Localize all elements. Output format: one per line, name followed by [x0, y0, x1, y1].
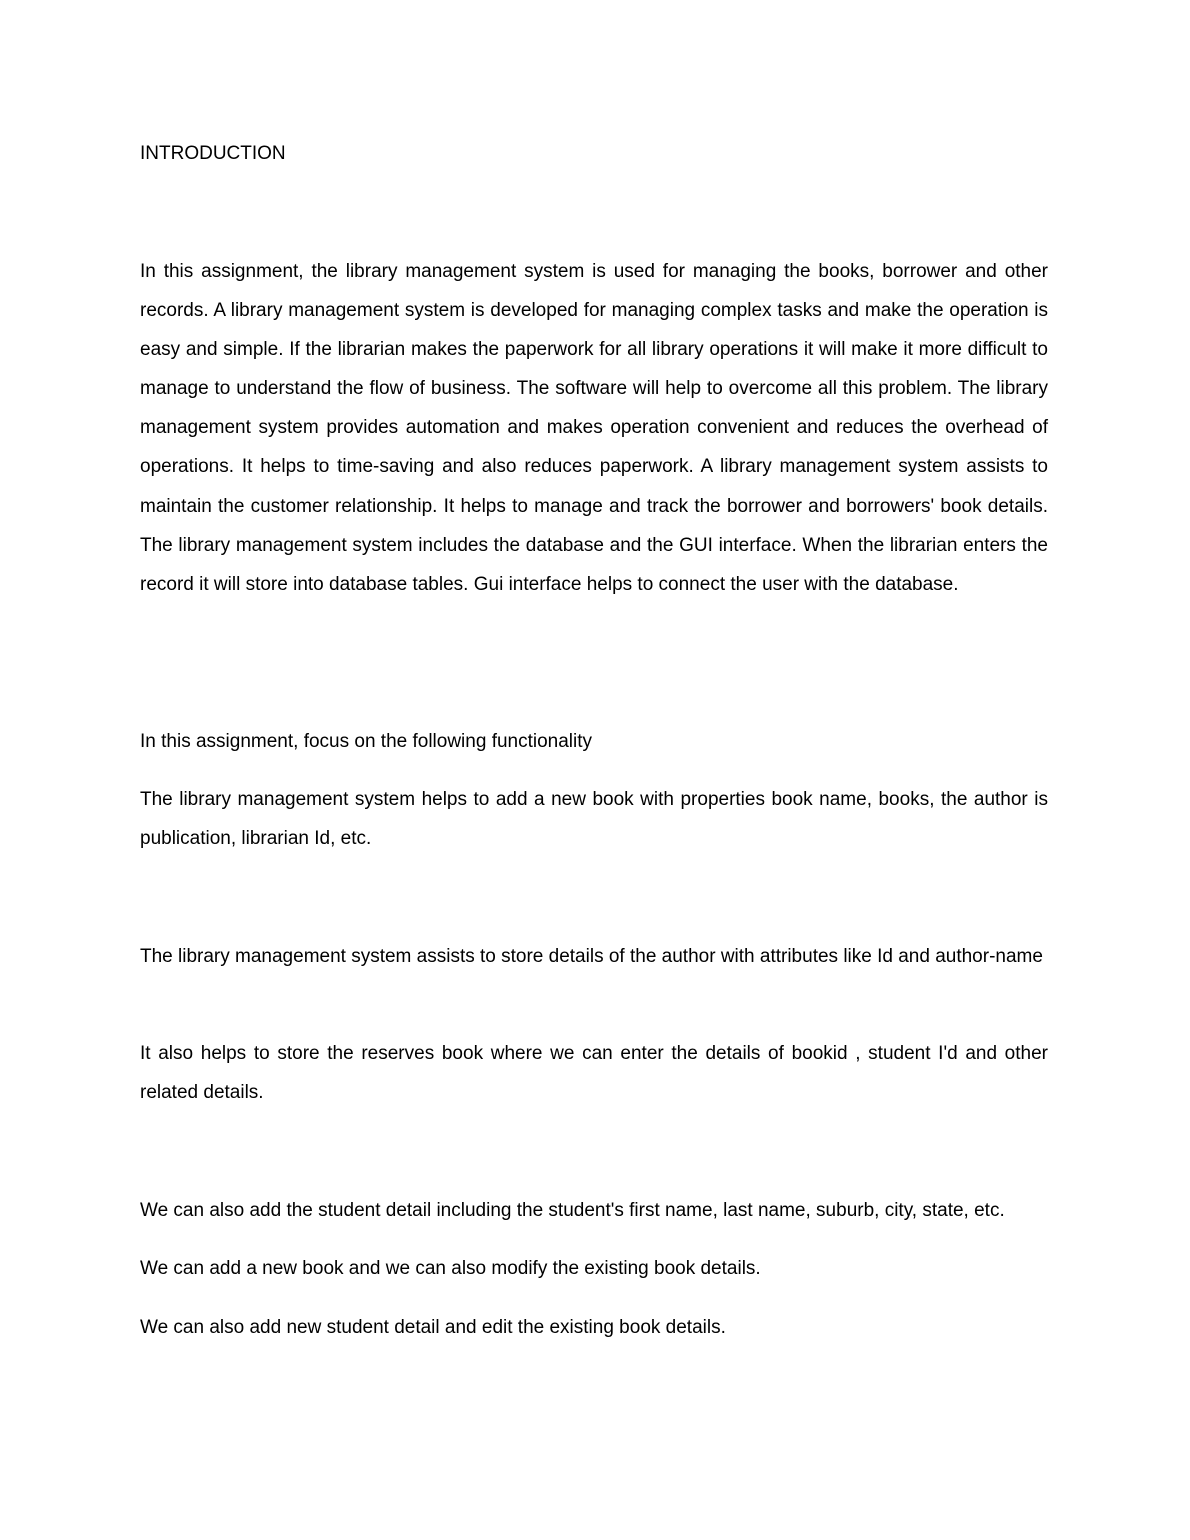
modify-paragraph: We can add a new book and we can also modify the existing book details.	[140, 1258, 761, 1279]
reserve-paragraph: It also helps to store the reserves book where we can enter the details of bookid , student I'd and other related details.	[140, 1043, 1048, 1104]
student-paragraph: We can also add the student detail including the student's first name, last name, suburb, city, state, etc.	[140, 1200, 1005, 1221]
focus-paragraph: In this assignment, focus on the following functionality	[140, 731, 593, 752]
author-paragraph: The library management system assists to store details of the author with attributes like Id and author-name	[140, 946, 1043, 967]
add-book-paragraph: The library management system helps to add a new book with properties book name, books, the author is publication, librarian Id, etc.	[140, 789, 1048, 850]
intro-paragraph: In this assignment, the library management system is used for managing the books, borrower and other records. A library management system is developed for managing complex tasks and make the operation is easy and simple. If the librarian makes the paperwork for all library operations it will make it more difficult to manage to understand the flow of business. The software will help to overcome all this problem. The library management system provides automation and makes operation convenient and reduces the overhead of operations. It helps to time-saving and also reduces paperwork. A library management system assists to maintain the customer relationship. It helps to manage and track the borrower and borrowers' book details. The library management system includes the database and the GUI interface. When the librarian enters the record it will store into database tables. Gui interface helps to connect the user with the database.	[140, 261, 1048, 595]
edit-paragraph: We can also add new student detail and edit the existing book details.	[140, 1317, 726, 1338]
section-heading: INTRODUCTION	[140, 143, 286, 164]
